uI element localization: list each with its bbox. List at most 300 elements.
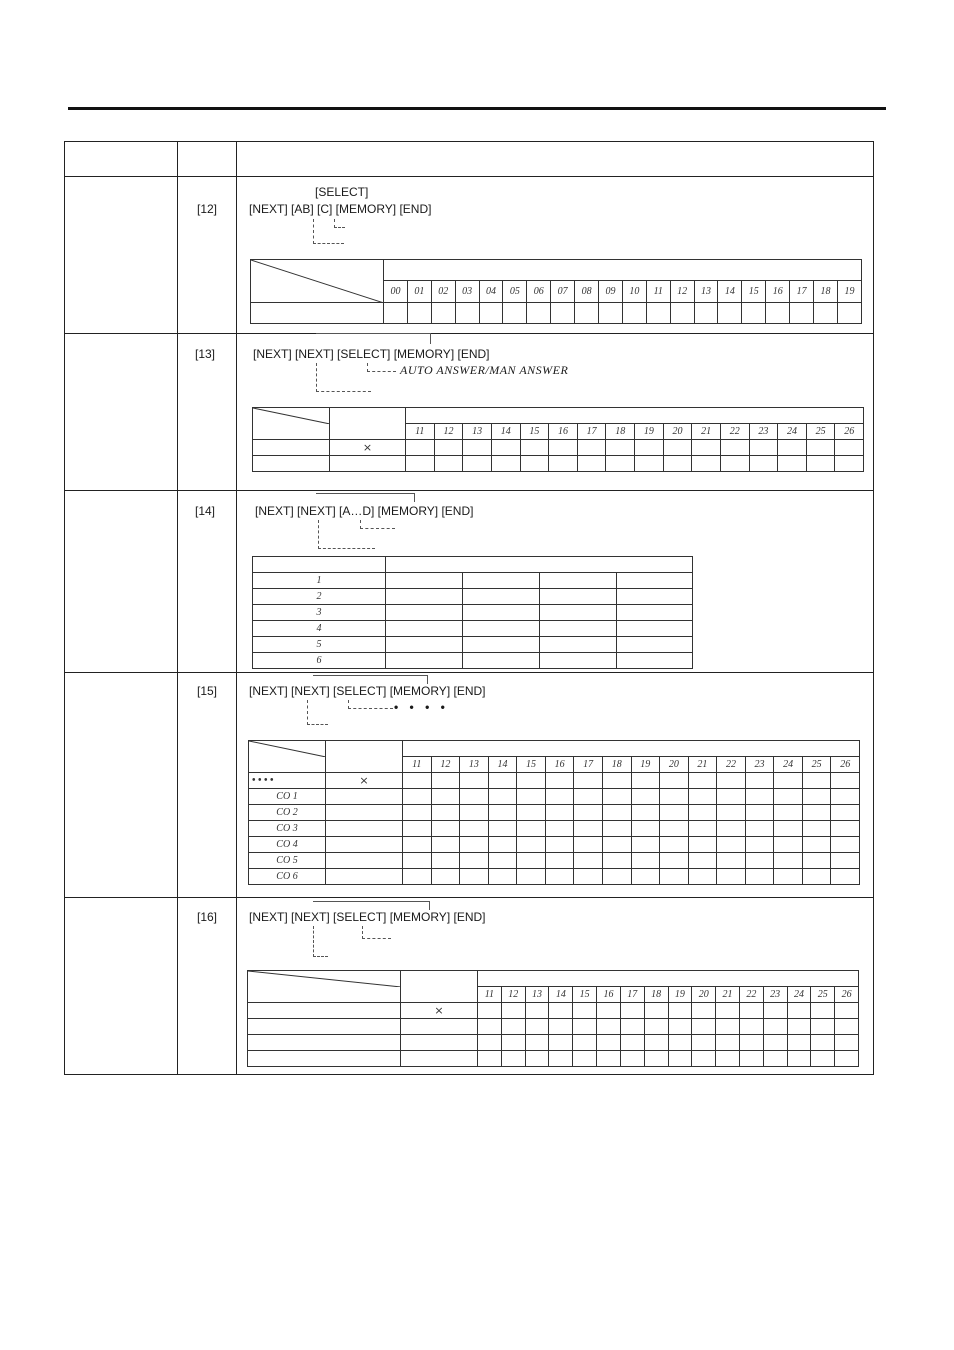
table-cell — [660, 869, 689, 885]
table-cell — [326, 837, 403, 853]
table-cell — [837, 303, 861, 324]
table-cell — [717, 821, 746, 837]
table-cell — [774, 821, 803, 837]
table-cell — [406, 440, 435, 456]
row-label: 4 — [253, 621, 386, 637]
guide-line — [316, 363, 371, 392]
table-cell — [622, 303, 646, 324]
setting-table — [252, 407, 864, 472]
table-cell — [403, 773, 432, 789]
column-header: 04 — [479, 281, 503, 303]
table-cell — [517, 869, 546, 885]
row-label: CO 3 — [249, 821, 326, 837]
table-cell — [774, 869, 803, 885]
column-header: 13 — [694, 281, 718, 303]
table-cell — [525, 1035, 549, 1051]
table-cell — [501, 1035, 525, 1051]
table-cell — [835, 456, 864, 472]
column-header: 18 — [602, 757, 631, 773]
key-sequence: [NEXT] [AB] [C] [MEMORY] [END] — [249, 202, 432, 216]
column-header: 16 — [766, 281, 790, 303]
column-header: 16 — [545, 757, 574, 773]
table-cell — [787, 1019, 811, 1035]
table-cell — [520, 440, 549, 456]
section-divider-12 — [64, 333, 874, 334]
table-cell — [692, 456, 721, 472]
column-header: 08 — [575, 281, 599, 303]
table-header-span — [384, 260, 862, 281]
table-cell — [478, 1035, 502, 1051]
table-cell — [620, 1051, 644, 1067]
column-divider-2 — [236, 141, 237, 1075]
table-cell — [787, 1051, 811, 1067]
step-number: [14] — [195, 504, 216, 518]
table-cell — [617, 589, 693, 605]
table-cell — [248, 1019, 401, 1035]
table-header-cell — [330, 408, 406, 440]
table-cell — [401, 1035, 478, 1051]
table-cell — [460, 789, 489, 805]
guide-line — [313, 219, 344, 244]
column-header: 12 — [501, 987, 525, 1003]
header-row-divider — [64, 176, 874, 177]
table-cell — [811, 1019, 835, 1035]
table-cell — [688, 821, 717, 837]
table-cell — [606, 440, 635, 456]
table-cell — [525, 1003, 549, 1019]
table-cell — [386, 589, 463, 605]
table-cell — [739, 1019, 763, 1035]
column-header: 17 — [790, 281, 814, 303]
table-cell — [631, 773, 660, 789]
table-cell — [491, 456, 520, 472]
column-header: 02 — [431, 281, 455, 303]
table-cell — [660, 837, 689, 853]
table-cell — [646, 303, 670, 324]
row-label — [253, 456, 330, 472]
table-cell — [403, 837, 432, 853]
table-cell — [835, 1051, 859, 1067]
table-cell — [660, 821, 689, 837]
table-cell — [460, 869, 489, 885]
table-cell — [602, 789, 631, 805]
table-cell — [574, 853, 603, 869]
table-cell — [717, 789, 746, 805]
table-cell — [774, 773, 803, 789]
table-cell — [742, 303, 766, 324]
column-header: 14 — [549, 987, 573, 1003]
table-cell — [631, 805, 660, 821]
table-cell — [478, 1019, 502, 1035]
table-cell — [778, 456, 807, 472]
column-header: 26 — [835, 424, 864, 440]
table-cell — [692, 1035, 716, 1051]
table-cell — [545, 837, 574, 853]
column-header: 06 — [527, 281, 551, 303]
row-label: CO 1 — [249, 789, 326, 805]
table-cell — [574, 869, 603, 885]
table-cell — [688, 837, 717, 853]
table-header-cell — [253, 557, 386, 573]
table-cell — [692, 440, 721, 456]
table-cell — [602, 821, 631, 837]
guide-line — [313, 926, 328, 957]
row-label: • • • • — [249, 773, 326, 789]
table-cell — [778, 440, 807, 456]
table-cell — [635, 456, 664, 472]
table-cell — [745, 805, 774, 821]
column-header: 01 — [407, 281, 431, 303]
column-header: 11 — [403, 757, 432, 773]
table-cell — [434, 440, 463, 456]
table-cell — [718, 303, 742, 324]
table-cell — [549, 1019, 573, 1035]
table-corner — [253, 408, 330, 440]
guide-line — [367, 363, 396, 372]
table-cell — [491, 440, 520, 456]
table-cell — [431, 821, 460, 837]
table-cell — [774, 805, 803, 821]
column-header: 19 — [631, 757, 660, 773]
table-cell — [717, 837, 746, 853]
table-cell — [688, 789, 717, 805]
table-cell — [620, 1019, 644, 1035]
table-cell — [717, 805, 746, 821]
table-cell — [787, 1035, 811, 1051]
table-cell — [573, 1019, 597, 1035]
table-cell — [802, 869, 831, 885]
table-cell — [540, 589, 617, 605]
column-header: 19 — [837, 281, 861, 303]
diagonal-line — [251, 260, 384, 303]
table-cell — [835, 440, 864, 456]
table-cell — [525, 1051, 549, 1067]
table-cell — [248, 1051, 401, 1067]
table-cell — [488, 789, 517, 805]
step-number: [16] — [197, 910, 218, 924]
table-cell — [631, 821, 660, 837]
table-cell — [574, 837, 603, 853]
section-divider-14 — [64, 672, 874, 673]
table-cell — [540, 605, 617, 621]
table-cell — [617, 605, 693, 621]
table-cell — [602, 773, 631, 789]
table-cell — [407, 303, 431, 324]
table-header-cell — [326, 741, 403, 773]
table-cell — [460, 821, 489, 837]
table-cell — [688, 773, 717, 789]
table-cell — [811, 1051, 835, 1067]
table-cell — [575, 303, 599, 324]
column-header: 17 — [620, 987, 644, 1003]
table-cell — [577, 456, 606, 472]
table-cell — [597, 1019, 621, 1035]
table-cell — [717, 853, 746, 869]
answer-mode-note: AUTO ANSWER/MAN ANSWER — [400, 363, 569, 377]
dots-note: • • • • — [394, 700, 449, 714]
guide-line — [348, 700, 393, 709]
table-cell — [688, 853, 717, 869]
table-cell — [811, 1035, 835, 1051]
table-cell — [745, 821, 774, 837]
column-header: 25 — [806, 424, 835, 440]
table-cell — [668, 1019, 692, 1035]
table-cell — [835, 1019, 859, 1035]
setting-table — [248, 740, 860, 885]
table-cell — [463, 637, 540, 653]
row-label — [251, 303, 384, 324]
table-cell — [802, 773, 831, 789]
table-cell — [774, 853, 803, 869]
table-cell — [503, 303, 527, 324]
column-header: 18 — [644, 987, 668, 1003]
table-cell — [545, 789, 574, 805]
table-cell — [463, 440, 492, 456]
table-cell — [774, 837, 803, 853]
row-label — [253, 440, 330, 456]
table-cell — [431, 303, 455, 324]
table-cell — [745, 869, 774, 885]
table-cell — [540, 653, 617, 669]
table-cell — [517, 837, 546, 853]
table-cell — [763, 1003, 787, 1019]
column-header: 24 — [774, 757, 803, 773]
table-cell — [401, 1019, 478, 1035]
table-cell — [326, 821, 403, 837]
table-corner — [249, 741, 326, 773]
column-header: 15 — [742, 281, 766, 303]
row-label: CO 2 — [249, 805, 326, 821]
row-label: CO 5 — [249, 853, 326, 869]
column-header: 15 — [520, 424, 549, 440]
table-cell — [463, 621, 540, 637]
column-header: 15 — [573, 987, 597, 1003]
column-header: 12 — [670, 281, 694, 303]
table-cell — [501, 1019, 525, 1035]
table-cell — [549, 1051, 573, 1067]
table-cell — [668, 1051, 692, 1067]
table-cell — [644, 1019, 668, 1035]
table-cell — [814, 303, 838, 324]
table-cell — [739, 1035, 763, 1051]
table-cell — [660, 773, 689, 789]
table-cell — [716, 1019, 740, 1035]
column-header: 10 — [622, 281, 646, 303]
guide-line — [307, 700, 328, 725]
table-cell — [602, 869, 631, 885]
table-cell — [501, 1051, 525, 1067]
table-cell — [644, 1051, 668, 1067]
table-cell — [478, 1003, 502, 1019]
column-header: 11 — [406, 424, 435, 440]
table-cell — [403, 789, 432, 805]
table-cell — [835, 1035, 859, 1051]
column-header: 15 — [517, 757, 546, 773]
bracket-line — [316, 493, 415, 502]
table-cell — [692, 1003, 716, 1019]
table-cell — [406, 456, 435, 472]
table-cell — [811, 1003, 835, 1019]
table-cell — [403, 805, 432, 821]
table-cell — [517, 821, 546, 837]
table-cell — [488, 821, 517, 837]
table-cell — [545, 773, 574, 789]
table-cell — [745, 853, 774, 869]
table-cell — [802, 821, 831, 837]
column-header: 12 — [431, 757, 460, 773]
table-cell — [248, 1003, 401, 1019]
column-divider-1 — [177, 141, 178, 1075]
table-cell — [802, 789, 831, 805]
table-cell — [660, 805, 689, 821]
table-cell — [831, 789, 860, 805]
table-cell — [403, 821, 432, 837]
bracket-line — [316, 333, 431, 344]
table-cell — [597, 1035, 621, 1051]
step-number: [13] — [195, 347, 216, 361]
column-header: 26 — [831, 757, 860, 773]
column-header: 12 — [434, 424, 463, 440]
table-cell — [716, 1051, 740, 1067]
table-cell — [806, 456, 835, 472]
table-cell — [517, 773, 546, 789]
table-cell — [431, 837, 460, 853]
column-header: 11 — [646, 281, 670, 303]
row-label: CO 6 — [249, 869, 326, 885]
table-cell — [520, 456, 549, 472]
table-cell — [478, 1051, 502, 1067]
diagonal-line — [248, 971, 401, 987]
table-cell — [549, 456, 578, 472]
table-cell — [434, 456, 463, 472]
table-cell — [326, 853, 403, 869]
column-header: 23 — [745, 757, 774, 773]
table-cell — [790, 303, 814, 324]
setting-table — [247, 970, 859, 1067]
column-header: 07 — [551, 281, 575, 303]
diagonal-line — [249, 741, 326, 757]
setting-table — [252, 556, 693, 669]
table-cell — [720, 440, 749, 456]
table-cell — [597, 1003, 621, 1019]
table-cell — [431, 853, 460, 869]
column-header: 16 — [597, 987, 621, 1003]
table-cell — [739, 1051, 763, 1067]
table-cell — [551, 303, 575, 324]
bracket-line — [313, 901, 430, 910]
key-sequence: [NEXT] [NEXT] [SELECT] [MEMORY] [END] — [249, 910, 486, 924]
row-label: 3 — [253, 605, 386, 621]
table-cell — [617, 653, 693, 669]
table-cell — [527, 303, 551, 324]
table-cell — [545, 821, 574, 837]
table-cell — [488, 869, 517, 885]
table-cell — [692, 1019, 716, 1035]
select-bracket-label: [SELECT] — [315, 185, 369, 199]
table-cell — [831, 869, 860, 885]
table-cell — [525, 1019, 549, 1035]
column-header: 24 — [778, 424, 807, 440]
table-cell — [660, 853, 689, 869]
table-cell — [460, 773, 489, 789]
column-header: 20 — [660, 757, 689, 773]
table-cell — [540, 573, 617, 589]
table-cell — [460, 837, 489, 853]
table-cell — [386, 605, 463, 621]
table-cell — [716, 1035, 740, 1051]
table-cell — [602, 805, 631, 821]
column-header: 13 — [460, 757, 489, 773]
table-cell — [488, 837, 517, 853]
table-cell — [431, 805, 460, 821]
table-cell — [763, 1051, 787, 1067]
column-header: 21 — [716, 987, 740, 1003]
table-cell — [635, 440, 664, 456]
table-cell — [431, 869, 460, 885]
table-cell — [631, 837, 660, 853]
table-cell — [431, 789, 460, 805]
table-cell — [488, 853, 517, 869]
table-cell — [248, 1035, 401, 1051]
section-divider-15 — [64, 897, 874, 898]
table-cell — [545, 853, 574, 869]
table-cell — [745, 789, 774, 805]
key-sequence: [NEXT] [NEXT] [SELECT] [MEMORY] [END] — [249, 684, 486, 698]
table-cell — [460, 805, 489, 821]
table-cell — [644, 1003, 668, 1019]
table-cell — [479, 303, 503, 324]
column-header: 05 — [503, 281, 527, 303]
table-cell — [463, 589, 540, 605]
column-header: 20 — [663, 424, 692, 440]
table-cell — [663, 440, 692, 456]
default-mark: × — [401, 1003, 478, 1019]
column-header: 25 — [802, 757, 831, 773]
table-cell — [831, 773, 860, 789]
diagonal-line — [253, 408, 330, 424]
table-cell — [631, 869, 660, 885]
table-cell — [540, 637, 617, 653]
column-header: 14 — [488, 757, 517, 773]
table-cell — [573, 1035, 597, 1051]
table-cell — [460, 853, 489, 869]
table-cell — [606, 456, 635, 472]
table-cell — [488, 773, 517, 789]
table-cell — [717, 869, 746, 885]
table-cell — [749, 456, 778, 472]
header-rule — [68, 107, 886, 110]
column-header: 19 — [668, 987, 692, 1003]
table-cell — [384, 303, 408, 324]
table-cell — [517, 853, 546, 869]
column-header: 17 — [574, 757, 603, 773]
column-header: 16 — [549, 424, 578, 440]
table-cell — [694, 303, 718, 324]
table-cell — [692, 1051, 716, 1067]
table-cell — [431, 773, 460, 789]
table-cell — [831, 805, 860, 821]
table-cell — [401, 1051, 478, 1067]
table-cell — [631, 789, 660, 805]
table-cell — [802, 837, 831, 853]
table-header-span — [478, 971, 859, 987]
section-divider-13 — [64, 490, 874, 491]
table-cell — [574, 821, 603, 837]
table-cell — [806, 440, 835, 456]
table-cell — [326, 869, 403, 885]
table-cell — [597, 1051, 621, 1067]
table-cell — [573, 1051, 597, 1067]
